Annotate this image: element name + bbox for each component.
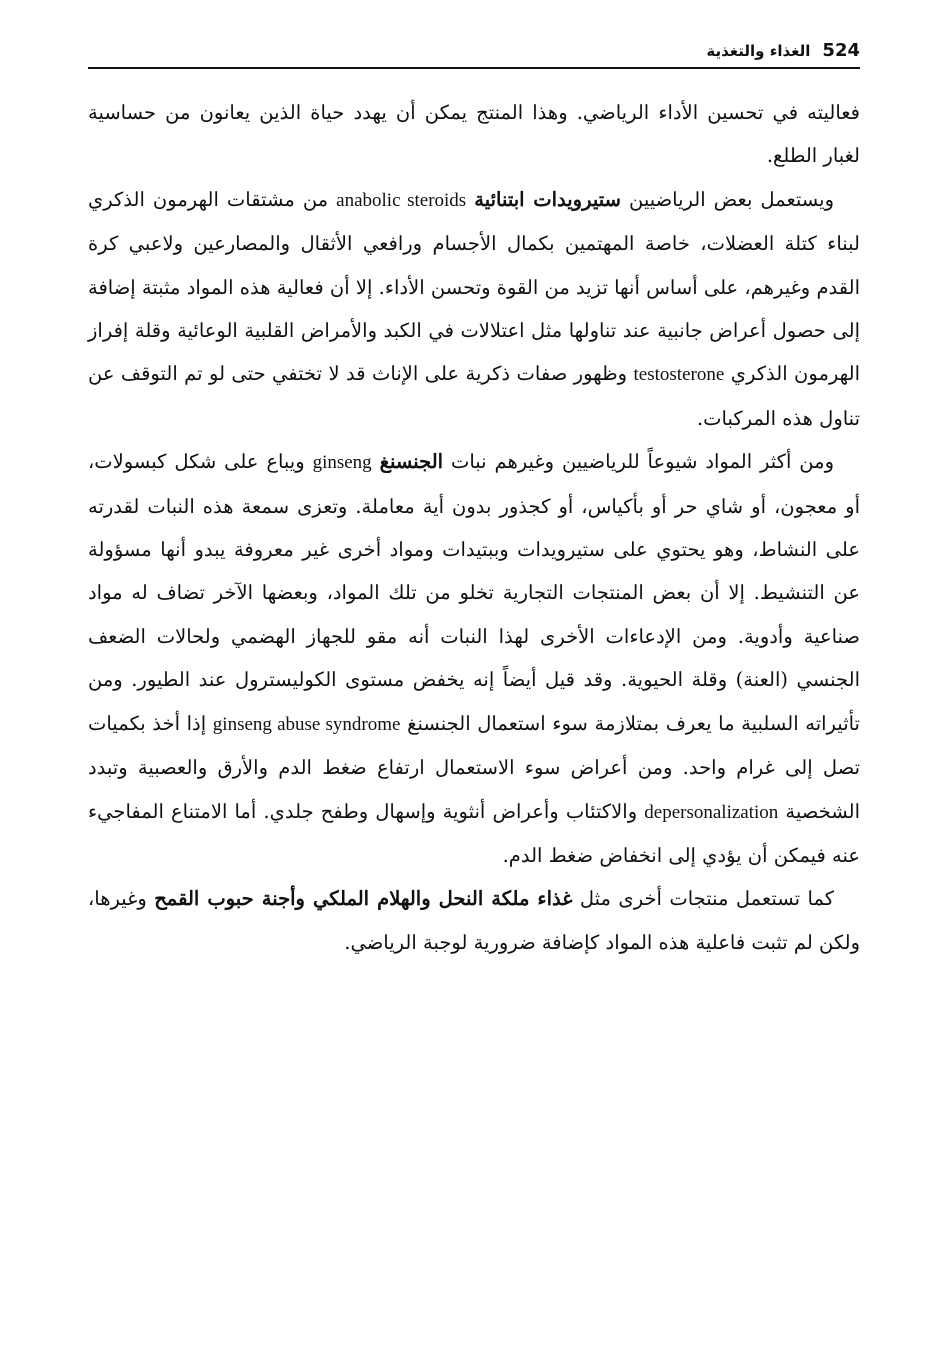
paragraph-2 (88, 178, 860, 440)
english-term: depersonalization (644, 801, 779, 823)
page-body (88, 91, 860, 964)
running-title: الغذاء والتغذية (706, 42, 811, 60)
paragraph-1 (88, 91, 860, 178)
page-header (88, 40, 860, 69)
paragraph-text: فعاليته في تحسين الأداء الرياضي. وهذا المنتج يمكن أن يهدد حياة الذين يعانون من حساسية لغبار الطلع. (88, 101, 860, 168)
paragraph-4 (88, 877, 860, 964)
english-term: ginseng abuse syndrome (212, 713, 401, 735)
paragraph-text: ويباع على شكل كبسولات، أو معجون، أو شاي حر أو بأكياس، أو كجذور بدون أية معاملة. وتعزى سمعة هذه النبات لقدرته على النشاط، وهو يحتوي على ستيرويدات وببتيدات ومواد أخرى غير معروفة يبدو أنها مسؤولة عن التنشيط. إلا أن بعض المنتجات التجارية تخلو من تلك المواد، وبعضها الآخر تضاف له مواد صناعية وأدوية. ومن الإدعاءات الأخرى لهذا النبات أنه مقو للجهاز الهضمي ولحالات الضعف الجنسي (العنة) وقلة الحيوية. وقد قيل أيضاً إنه يخفض مستوى الكوليسترول عند الطيور. ومن تأثيراته السلبية ما يعرف بمتلازمة سوء استعمال الجنسنغ (88, 450, 860, 735)
paragraph-text: وغيرها، ولكن لم تثبت فاعلية هذه المواد كإضافة ضرورية لوجبة الرياضي. (88, 887, 860, 954)
bold-term: الجنسنغ (379, 450, 444, 474)
bold-term: غذاء ملكة النحل والهلام الملكي وأجنة حبوب القمح (154, 887, 573, 911)
english-term: ginseng (312, 452, 372, 474)
paragraph-text: كما تستعمل منتجات أخرى مثل (572, 887, 834, 911)
book-page (88, 40, 860, 964)
paragraph-text: وظهور صفات ذكرية على الإناث قد لا تختفي حتى لو تم التوقف عن تناول هذه المركبات. (88, 362, 860, 430)
english-term: anabolic steroids (336, 189, 467, 211)
paragraph-text: والاكتئاب وأعراض أنثوية وإسهال وطفح جلدي. أما الامتناع المفاجيء عنه فيمكن أن يؤدي إلى انخفاض ضغط الدم. (88, 799, 860, 867)
paragraph-text: ومن أكثر المواد شيوعاً للرياضيين وغيرهم نبات (443, 450, 834, 474)
paragraph-3 (88, 440, 860, 877)
paragraph-text: من مشتقات الهرمون الذكري لبناء كتلة العضلات، خاصة المهتمين بكمال الأجسام ورافعي الأثقال والمصارعين ولاعبي كرة القدم وغيرهم، على أساس أنها تزيد من القوة وتحسن الأداء. إلا أن فعالية هذه المواد مثبتة إضافة إلى حصول أعراض جانبية عند تناولها مثل اعتلالات في الكبد والأمراض القلبية الوعائية وقلة إفراز الهرمون الذكري (88, 187, 860, 386)
bold-term: ستيرويدات ابتنائية (474, 187, 621, 211)
page-number: 524 (822, 40, 860, 61)
paragraph-text: إذا أخذ بكميات تصل إلى غرام واحد. ومن أعراض سوء الاستعمال ارتفاع ضغط الدم والأرق والعصبية وتبدد الشخصية (88, 711, 860, 823)
english-term: testosterone (633, 364, 725, 386)
paragraph-text: ويستعمل بعض الرياضيين (620, 187, 834, 211)
